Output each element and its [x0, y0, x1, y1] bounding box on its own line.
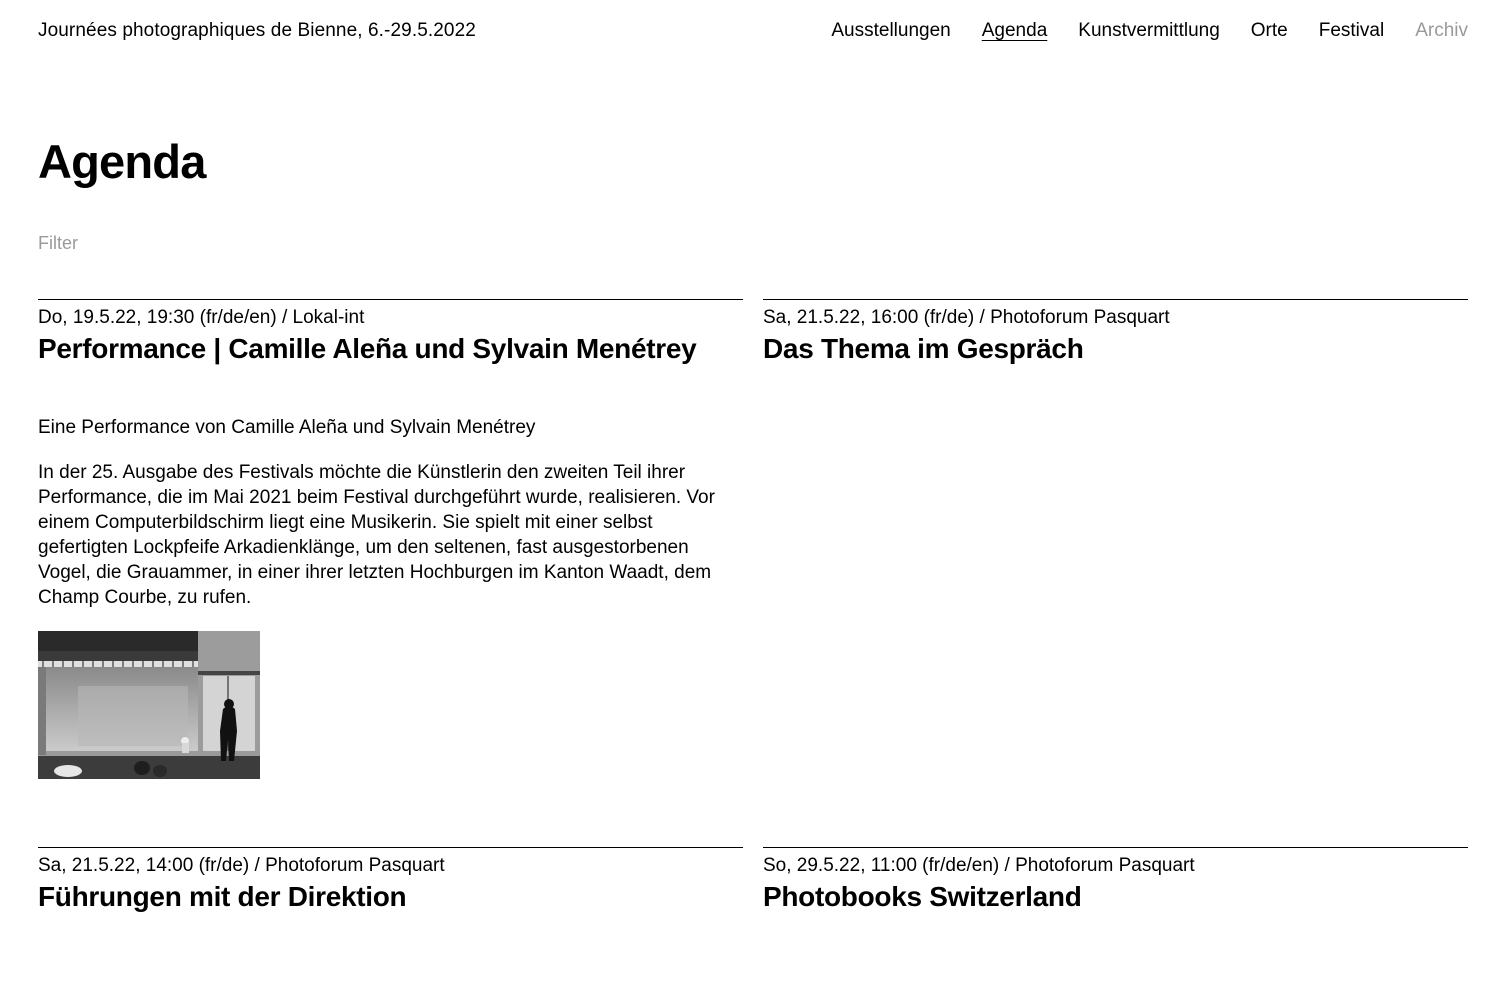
nav-item-orte[interactable]: Orte	[1250, 20, 1288, 41]
event-description: In der 25. Ausgabe des Festivals möchte die Künstlerin den zweiten Teil ihrer Performance, die im Mai 2021 beim Festival durchgeführt wurde, realisieren. Vor einem Computerbildschirm liegt eine Musikerin. Sie spielt mit einer selbst gefertigten Lockpfeife Arkadienklänge, um den seltenen, fast ausgestorbenen Vogel, die Grauammer, in einer ihrer letzten Hochburgen im Kanton Waadt, dem Champ Courbe, zu rufen.	[38, 462, 715, 608]
site-title[interactable]: Journées photographiques de Bienne, 6.-29.5.2022	[38, 20, 476, 41]
main-nav	[800, 20, 1468, 42]
filter-toggle[interactable]: Filter	[38, 233, 78, 253]
event-lead: Eine Performance von Camille Aleña und Sylvain Menétrey	[38, 417, 536, 438]
event-title[interactable]: Performance | Camille Aleña und Sylvain Menétrey	[38, 333, 697, 364]
event-item-thema-gespraech	[763, 299, 1468, 365]
nav-item-archiv[interactable]: Archiv	[1415, 20, 1468, 41]
nav-item-agenda[interactable]: Agenda	[981, 20, 1048, 41]
event-meta: Sa, 21.5.22, 16:00 (fr/de) / Photoforum Pasquart	[763, 307, 1170, 328]
nav-item-ausstellungen[interactable]: Ausstellungen	[831, 20, 951, 41]
event-meta: Sa, 21.5.22, 14:00 (fr/de) / Photoforum Pasquart	[38, 855, 445, 876]
site-header	[38, 17, 1468, 45]
event-body	[38, 415, 728, 779]
event-item-performance	[38, 299, 743, 779]
event-meta: So, 29.5.22, 11:00 (fr/de/en) / Photoforum Pasquart	[763, 855, 1195, 876]
event-title[interactable]: Das Thema im Gespräch	[763, 333, 1084, 364]
nav-item-festival[interactable]: Festival	[1318, 20, 1385, 41]
event-title[interactable]: Photobooks Switzerland	[763, 881, 1082, 912]
page-title: Agenda	[38, 135, 206, 188]
event-title[interactable]: Führungen mit der Direktion	[38, 881, 407, 912]
event-item-photobooks	[763, 847, 1468, 913]
nav-item-kunstvermittlung[interactable]: Kunstvermittlung	[1078, 20, 1220, 41]
event-photo[interactable]	[38, 631, 260, 779]
event-meta: Do, 19.5.22, 19:30 (fr/de/en) / Lokal-int	[38, 307, 365, 328]
event-item-fuehrungen	[38, 847, 743, 913]
